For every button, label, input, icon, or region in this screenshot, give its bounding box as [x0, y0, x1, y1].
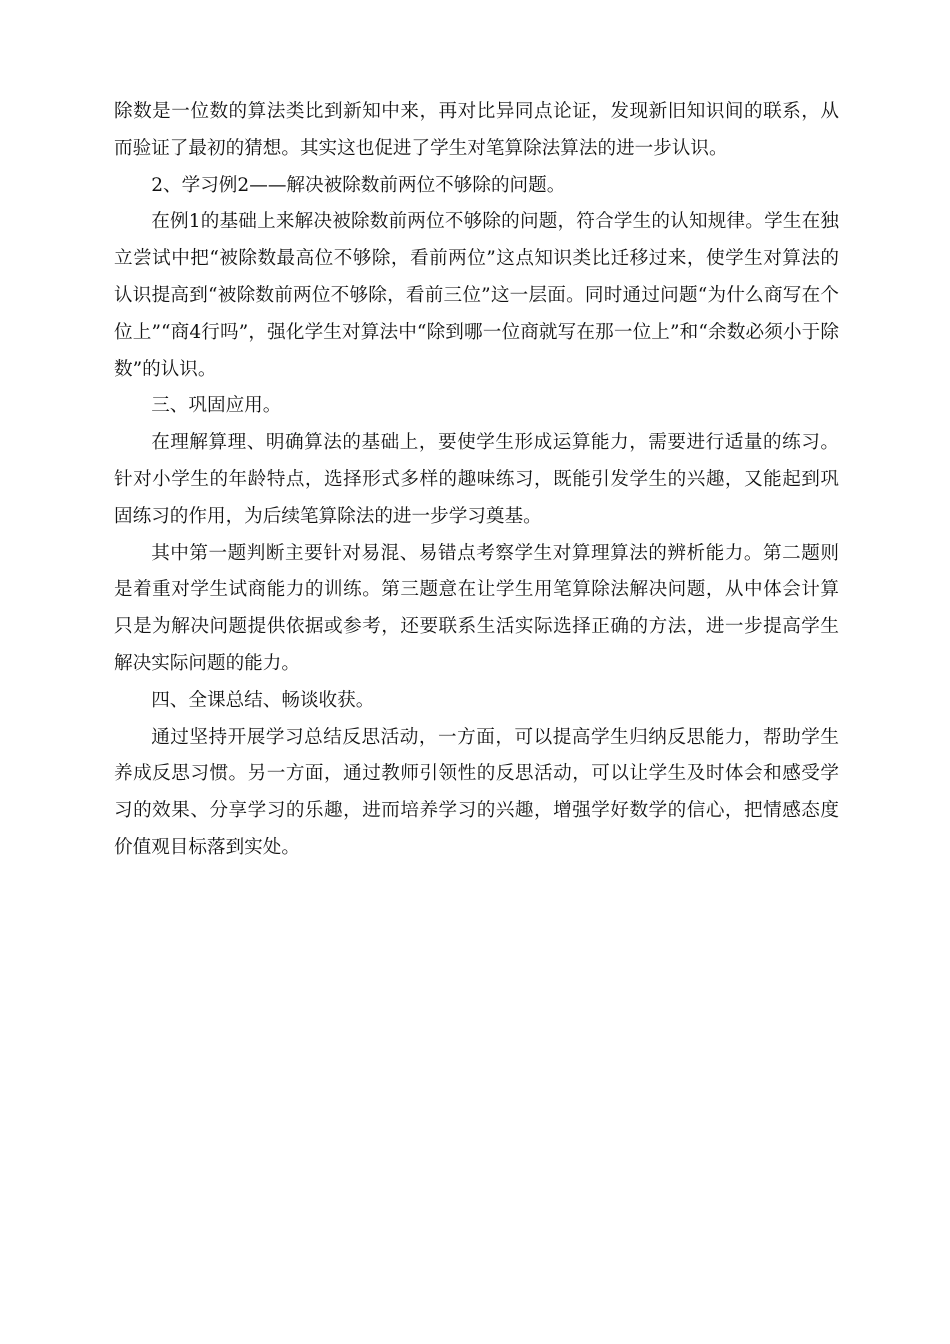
- paragraph-heading-summary: 四、全课总结、畅谈收获。: [151, 689, 375, 711]
- paragraph-continuation: 除数是一位数的算法类比到新知中来，再对比异同点论证，发现新旧知识间的联系，从而验证了最初的猜想。其实这也促进了学生对笔算除法算法的进一步认识。: [114, 101, 839, 159]
- document-body: [114, 94, 839, 867]
- paragraph-exercise-details: 其中第一题判断主要针对易混、易错点考察学生对算理算法的辨析能力。第二题则是着重对学生试商能力的训练。第三题意在让学生用笔算除法解决问题，从中体会计算只是为解决问题提供依据或参考，还要联系生活实际选择正确的方法，进一步提高学生解决实际问题的能力。: [114, 542, 839, 674]
- paragraph-heading-example-2: 2、学习例2——解决被除数前两位不够除的问题。: [151, 174, 566, 196]
- paragraph-summary-reflection: 通过坚持开展学习总结反思活动，一方面，可以提高学生归纳反思能力，帮助学生养成反思习惯。另一方面，通过教师引领性的反思活动，可以让学生及时体会和感受学习的效果、分享学习的乐趣，进而培养学习的兴趣，增强学好数学的信心，把情感态度价值观目标落到实处。: [114, 726, 839, 858]
- paragraph-heading-consolidate: 三、巩固应用。: [151, 395, 282, 417]
- paragraph-practice-purpose: 在理解算理、明确算法的基础上，要使学生形成运算能力，需要进行适量的练习。针对小学生的年龄特点，选择形式多样的趣味练习，既能引发学生的兴趣，又能起到巩固练习的作用，为后续笔算除法的进一步学习奠基。: [114, 432, 839, 527]
- paragraph-example-2-analysis: 在例1的基础上来解决被除数前两位不够除的问题，符合学生的认知规律。学生在独立尝试中把“被除数最高位不够除，看前两位”这点知识类比迁移过来，使学生对算法的认识提高到“被除数前两位不够除，看前三位”这一层面。同时通过问题“为什么商写在个位上”“商4行吗”，强化学生对算法中“除到哪一位商就写在那一位上”和“余数必须小于除数”的认识。: [114, 211, 839, 380]
